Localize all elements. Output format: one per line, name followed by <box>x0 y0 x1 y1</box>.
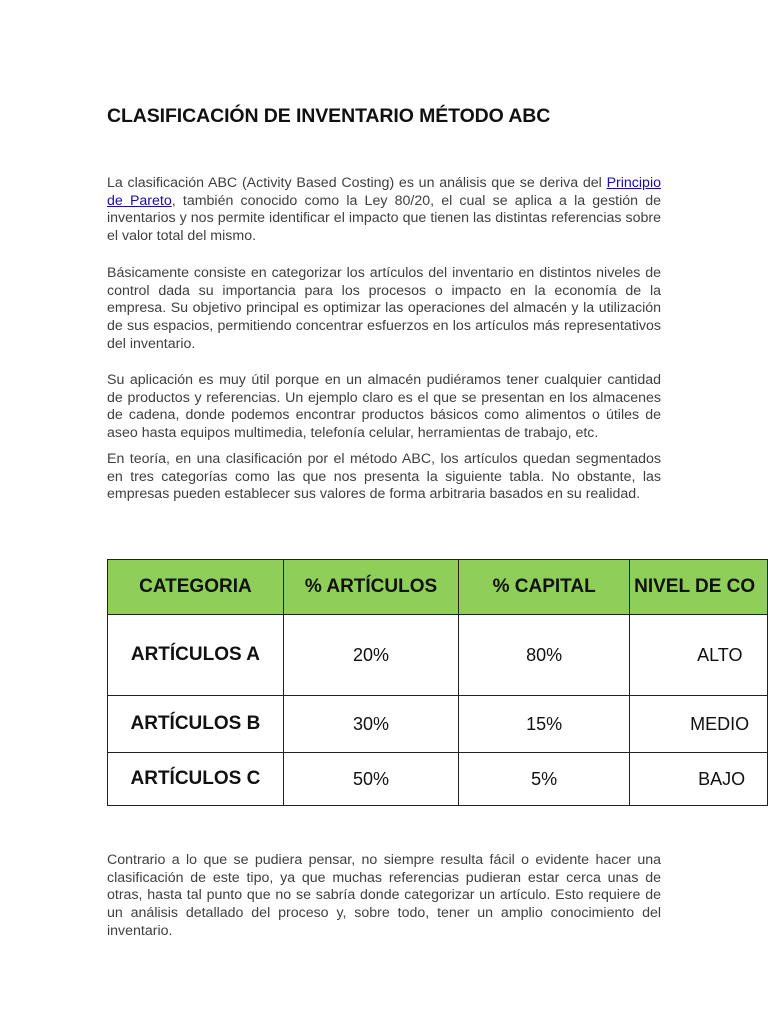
intro-text-end: , también conocido como la Ley 80/20, el cual se aplica a la gestión de inventarios y nos permite identificar el impacto que tienen las distintas referencias sobre el valor total del mismo. <box>107 192 661 244</box>
cell-capital: 15% <box>459 696 630 753</box>
header-categoria: CATEGORIA <box>108 560 284 615</box>
intro-paragraph <box>107 175 661 245</box>
cell-articulos: 30% <box>283 696 458 753</box>
table-header-row <box>108 560 768 615</box>
header-articulos: % ARTÍCULOS <box>283 560 458 615</box>
cell-capital: 5% <box>459 753 630 806</box>
cell-categoria: ARTÍCULOS A <box>108 615 284 696</box>
cell-categoria: ARTÍCULOS C <box>108 753 284 806</box>
cell-nivel: ALTO <box>630 615 768 696</box>
cell-nivel: MEDIO <box>630 696 768 753</box>
intro-text-start: La clasificación ABC (Activity Based Costing) es un análisis que se deriva del <box>107 175 607 192</box>
paragraph-definition: Básicamente consiste en categorizar los artículos del inventario en distintos niveles de control dada su importancia para los procesos o impacto en la economía de la empresa. Su objetivo principal es optimizar las operaciones del almacén y la utilización de sus espacios, permitiendo concentrar esfuerzos en los artículos más representativos del inventario. <box>107 265 661 352</box>
header-nivel: NIVEL DE CO <box>630 560 768 615</box>
table-row <box>108 615 768 696</box>
paragraph-categories: En teoría, en una clasificación por el método ABC, los artículos quedan segmentados en tres categorías como las que nos presenta la siguiente tabla. No obstante, las empresas pueden establecer sus valores de forma arbitraria basados en su realidad. <box>107 451 661 503</box>
cell-nivel: BAJO <box>630 753 768 806</box>
paragraph-application: Su aplicación es muy útil porque en un almacén pudiéramos tener cualquier cantidad de productos y referencias. Un ejemplo claro es el que se presentan en los almacenes de cadena, donde podemos encontrar productos básicos como alimentos o útiles de aseo hasta equipos multimedia, telefonía celular, herramientas de trabajo, etc. <box>107 372 661 441</box>
header-capital: % CAPITAL <box>459 560 630 615</box>
cell-capital: 80% <box>459 615 630 696</box>
abc-classification-table <box>107 559 768 806</box>
paragraph-conclusion: Contrario a lo que se pudiera pensar, no siempre resulta fácil o evidente hacer una clasificación de este tipo, ya que muchas referencias pudieran estar cerca unas de otras, hasta tal punto que no se sabría donde categorizar un artículo. Esto requiere de un análisis detallado del proceso y, sobre todo, tener un amplio conocimiento del inventario. <box>107 852 661 939</box>
cell-articulos: 50% <box>283 753 458 806</box>
table-row <box>108 753 768 806</box>
cell-articulos: 20% <box>283 615 458 696</box>
page-title: CLASIFICACIÓN DE INVENTARIO MÉTODO ABC <box>107 105 551 128</box>
table-row <box>108 696 768 753</box>
pareto-principle-link[interactable]: Principio de Pareto <box>107 175 661 209</box>
cell-categoria: ARTÍCULOS B <box>108 696 284 753</box>
